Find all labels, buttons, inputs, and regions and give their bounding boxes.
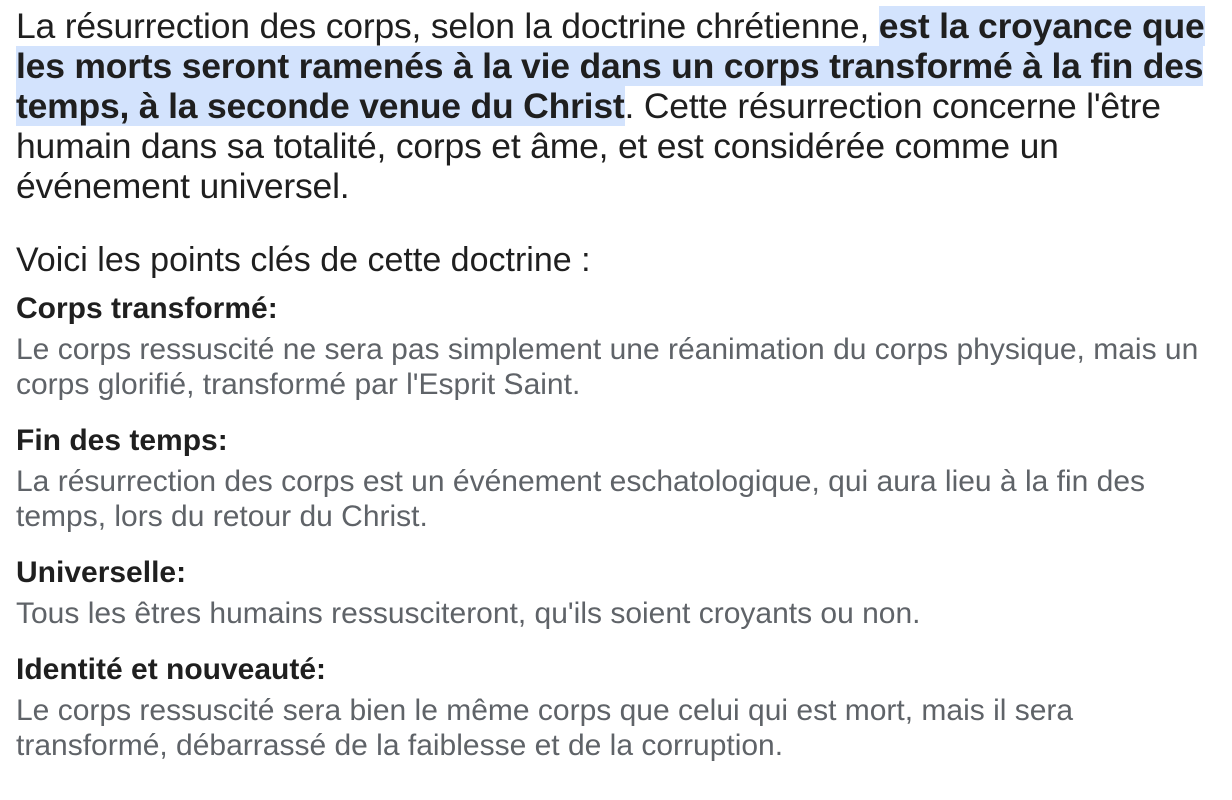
intro-highlight[interactable]: est la croyance que les morts seront ramenés à la vie dans un corps transformé à la fin des temps, à la seconde venue du Christ bbox=[16, 6, 1205, 126]
source-link-icon[interactable] bbox=[436, 507, 458, 529]
key-point-title: Corps transformé: bbox=[16, 292, 278, 325]
intro-text-before: La résurrection des corps, selon la doctrine chrétienne, bbox=[16, 6, 879, 46]
key-point bbox=[16, 424, 1216, 534]
key-point bbox=[16, 292, 1216, 402]
key-point-text: Le corps ressuscité sera bien le même corps que celui qui est mort, mais il sera transformé, débarrassé de la faiblesse et de la corruption. bbox=[16, 694, 1074, 762]
key-point-title: Identité et nouveauté: bbox=[16, 653, 327, 686]
source-link-icon[interactable] bbox=[357, 178, 379, 200]
key-point-text: La résurrection des corps est un événement eschatologique, qui aura lieu à la fin des temps, lors du retour du Christ. bbox=[16, 465, 1146, 533]
section-heading: Voici les points clés de cette doctrine : bbox=[16, 241, 591, 279]
source-link-icon[interactable] bbox=[588, 375, 610, 397]
key-point-text: Tous les êtres humains ressusciteront, qu'ils soient croyants ou non. bbox=[16, 596, 1216, 631]
key-point-title: Universelle: bbox=[16, 556, 187, 589]
key-point-title: Fin des temps: bbox=[16, 424, 228, 457]
source-link-icon[interactable] bbox=[791, 736, 813, 758]
answer-content bbox=[16, 0, 1216, 763]
key-point-text: Le corps ressuscité ne sera pas simplement une réanimation du corps physique, mais un corps glorifié, transformé par l'Esprit Saint. bbox=[16, 333, 1199, 401]
intro-paragraph bbox=[16, 6, 1216, 206]
key-point bbox=[16, 556, 1216, 631]
key-point bbox=[16, 653, 1216, 763]
source-link-icon[interactable] bbox=[929, 604, 951, 626]
intro-text-after: . Cette résurrection concerne l'être humain dans sa totalité, corps et âme, et est considérée comme un événement universel. bbox=[16, 86, 1161, 206]
